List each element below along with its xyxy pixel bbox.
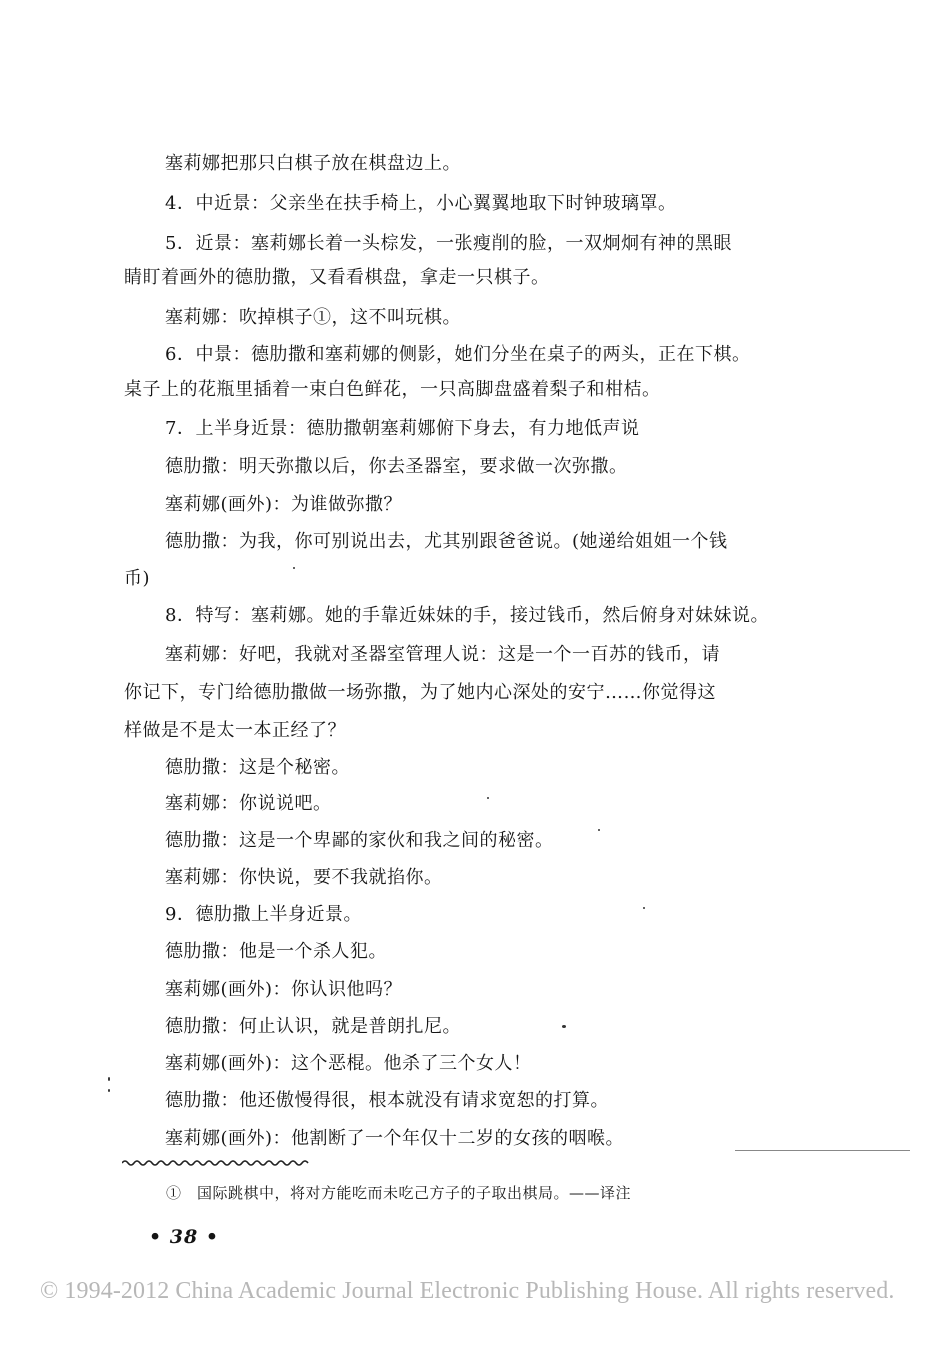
scan-speck [293, 567, 295, 569]
scan-speck [108, 1077, 110, 1081]
scan-speck [562, 1025, 566, 1028]
footnote-separator [122, 1158, 312, 1168]
text-line: 7．上半身近景：德肋撒朝塞莉娜俯下身去，有力地低声说 [165, 418, 640, 439]
scan-speck [108, 1089, 110, 1092]
text-line: 9．德肋撒上半身近景。 [165, 904, 362, 925]
text-line: 塞莉娜：你说说吧。 [165, 793, 332, 814]
text-line: 塞莉娜：好吧，我就对圣器室管理人说：这是一个一百苏的钱币，请 [165, 644, 720, 665]
text-line: 8．特写：塞莉娜。她的手靠近妹妹的手，接过钱币，然后俯身对妹妹说。 [165, 605, 769, 626]
scan-speck [487, 797, 489, 799]
text-line: 德肋撒：何止认识，就是普朗扎尼。 [165, 1016, 461, 1037]
text-line: 睛盯着画外的德肋撒，又看看棋盘，拿走一只棋子。 [124, 267, 550, 288]
text-line: 德肋撒：这是一个卑鄙的家伙和我之间的秘密。 [165, 830, 554, 851]
scan-speck [598, 829, 600, 831]
text-line: 塞莉娜：吹掉棋子①，这不叫玩棋。 [165, 307, 461, 328]
text-line: 塞莉娜(画外)：为谁做弥撒？ [165, 494, 403, 515]
page-number: • 38 • [149, 1226, 219, 1248]
text-line: 4．中近景：父亲坐在扶手椅上，小心翼翼地取下时钟玻璃罩。 [165, 193, 677, 214]
text-line: 塞莉娜把那只白棋子放在棋盘边上。 [165, 153, 461, 174]
text-line: 德肋撒：这是个秘密。 [165, 757, 350, 778]
text-line: 塞莉娜(画外)：这个恶棍。他杀了三个女人！ [165, 1053, 532, 1074]
scan-speck [643, 907, 645, 909]
text-line: 德肋撒：他还傲慢得很，根本就没有请求宽恕的打算。 [165, 1090, 609, 1111]
text-line: 塞莉娜：你快说，要不我就掐你。 [165, 867, 443, 888]
text-line: 你记下，专门给德肋撒做一场弥撒，为了她内心深处的安宁……你觉得这 [124, 682, 716, 703]
text-line: 塞莉娜(画外)：他割断了一个年仅十二岁的女孩的咽喉。 [165, 1128, 625, 1149]
text-line: 桌子上的花瓶里插着一束白色鲜花，一只高脚盘盛着梨子和柑桔。 [124, 379, 661, 400]
text-line: 德肋撒：为我，你可别说出去，尤其别跟爸爸说。(她递给姐姐一个钱 [165, 531, 728, 552]
margin-rule [735, 1150, 910, 1151]
text-line: 塞莉娜(画外)：你认识他吗？ [165, 979, 403, 1000]
text-line: 6．中景：德肋撒和塞莉娜的侧影，她们分坐在桌子的两头，正在下棋。 [165, 344, 751, 365]
text-line: 样做是不是太一本正经了？ [124, 720, 346, 741]
footnote: ① 国际跳棋中，将对方能吃而未吃己方子的子取出棋局。——译注 [166, 1184, 632, 1202]
text-line: 5．近景：塞莉娜长着一头棕发，一张瘦削的脸，一双炯炯有神的黑眼 [165, 233, 732, 254]
text-line: 德肋撒：他是一个杀人犯。 [165, 941, 387, 962]
text-line: 德肋撒：明天弥撒以后，你去圣器室，要求做一次弥撒。 [165, 456, 628, 477]
copyright-notice: © 1994-2012 China Academic Journal Electronic Publishing House. All rights reserved. [40, 1278, 895, 1304]
text-line: 币) [124, 568, 151, 589]
